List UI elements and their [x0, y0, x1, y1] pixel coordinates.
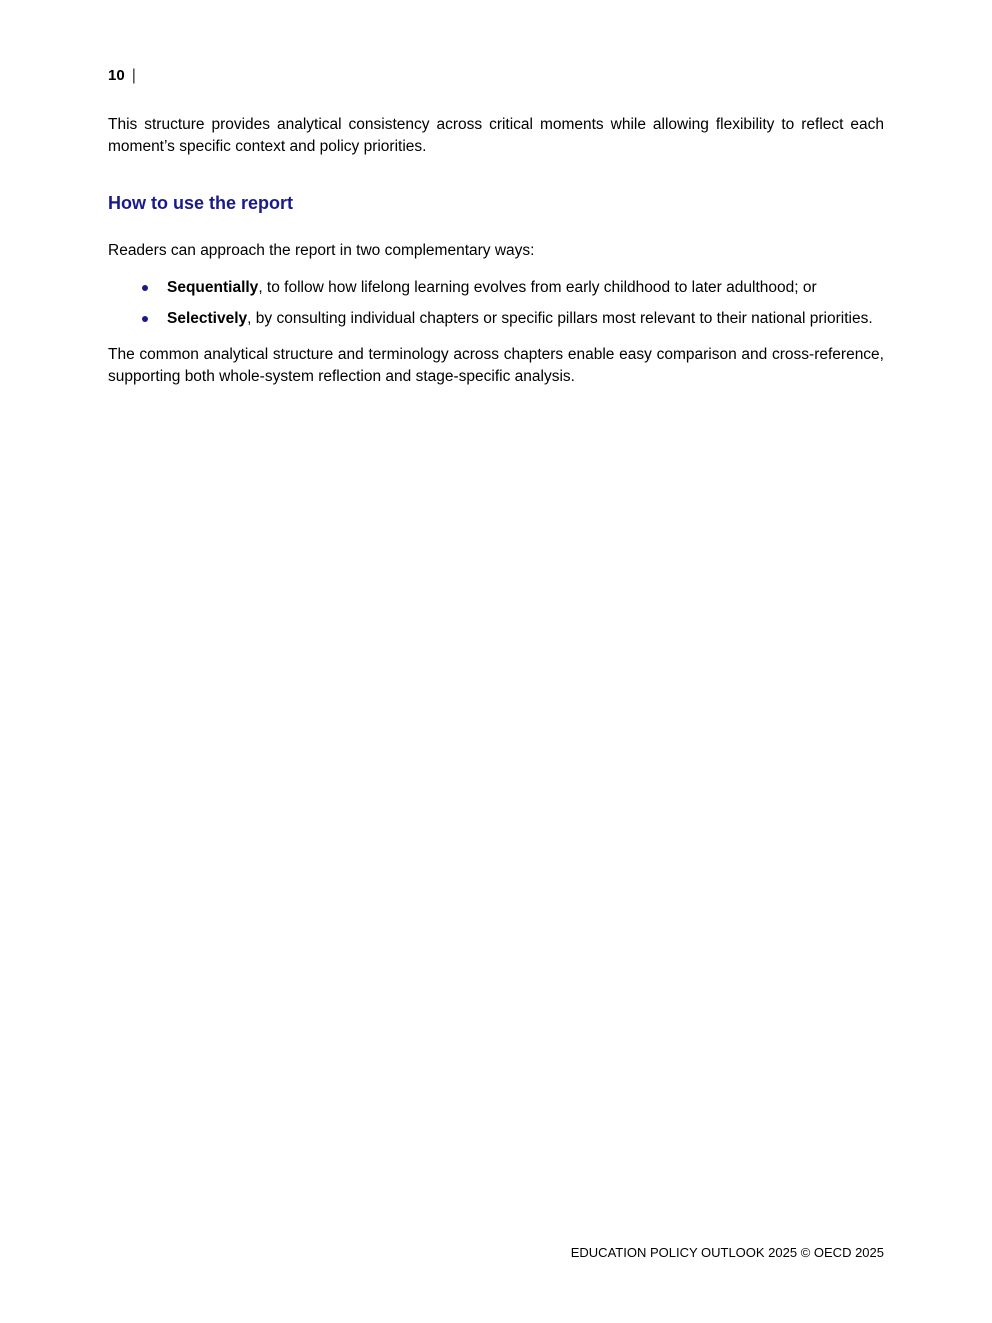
page-number: 10	[108, 67, 125, 84]
page-content	[108, 0, 884, 388]
bullet-text: , to follow how lifelong learning evolves from early childhood to later adulthood; or	[258, 279, 817, 296]
bullet-item-selectively	[108, 308, 884, 330]
page-header	[108, 66, 884, 85]
bullet-text: , by consulting individual chapters or specific pillars most relevant to their national priorities.	[247, 310, 873, 327]
bullet-icon	[142, 316, 148, 322]
page-footer: EDUCATION POLICY OUTLOOK 2025 © OECD 2025	[570, 1245, 884, 1260]
bullet-list	[108, 277, 884, 330]
bullet-icon	[142, 285, 148, 291]
readers-paragraph: Readers can approach the report in two complementary ways:	[108, 242, 535, 259]
bullet-lead-bold: Sequentially	[167, 279, 259, 296]
closing-paragraph: The common analytical structure and terminology across chapters enable easy comparison and cross-reference, supporting both whole-system reflection and stage-specific analysis.	[108, 346, 884, 385]
intro-paragraph: This structure provides analytical consistency across critical moments while allowing flexibility to reflect each moment’s specific context and policy priorities.	[108, 116, 884, 155]
bullet-lead-bold: Selectively	[167, 310, 248, 327]
section-heading: How to use the report	[108, 193, 294, 213]
page-number-separator: |	[131, 67, 136, 84]
bullet-item-sequentially	[108, 277, 884, 299]
